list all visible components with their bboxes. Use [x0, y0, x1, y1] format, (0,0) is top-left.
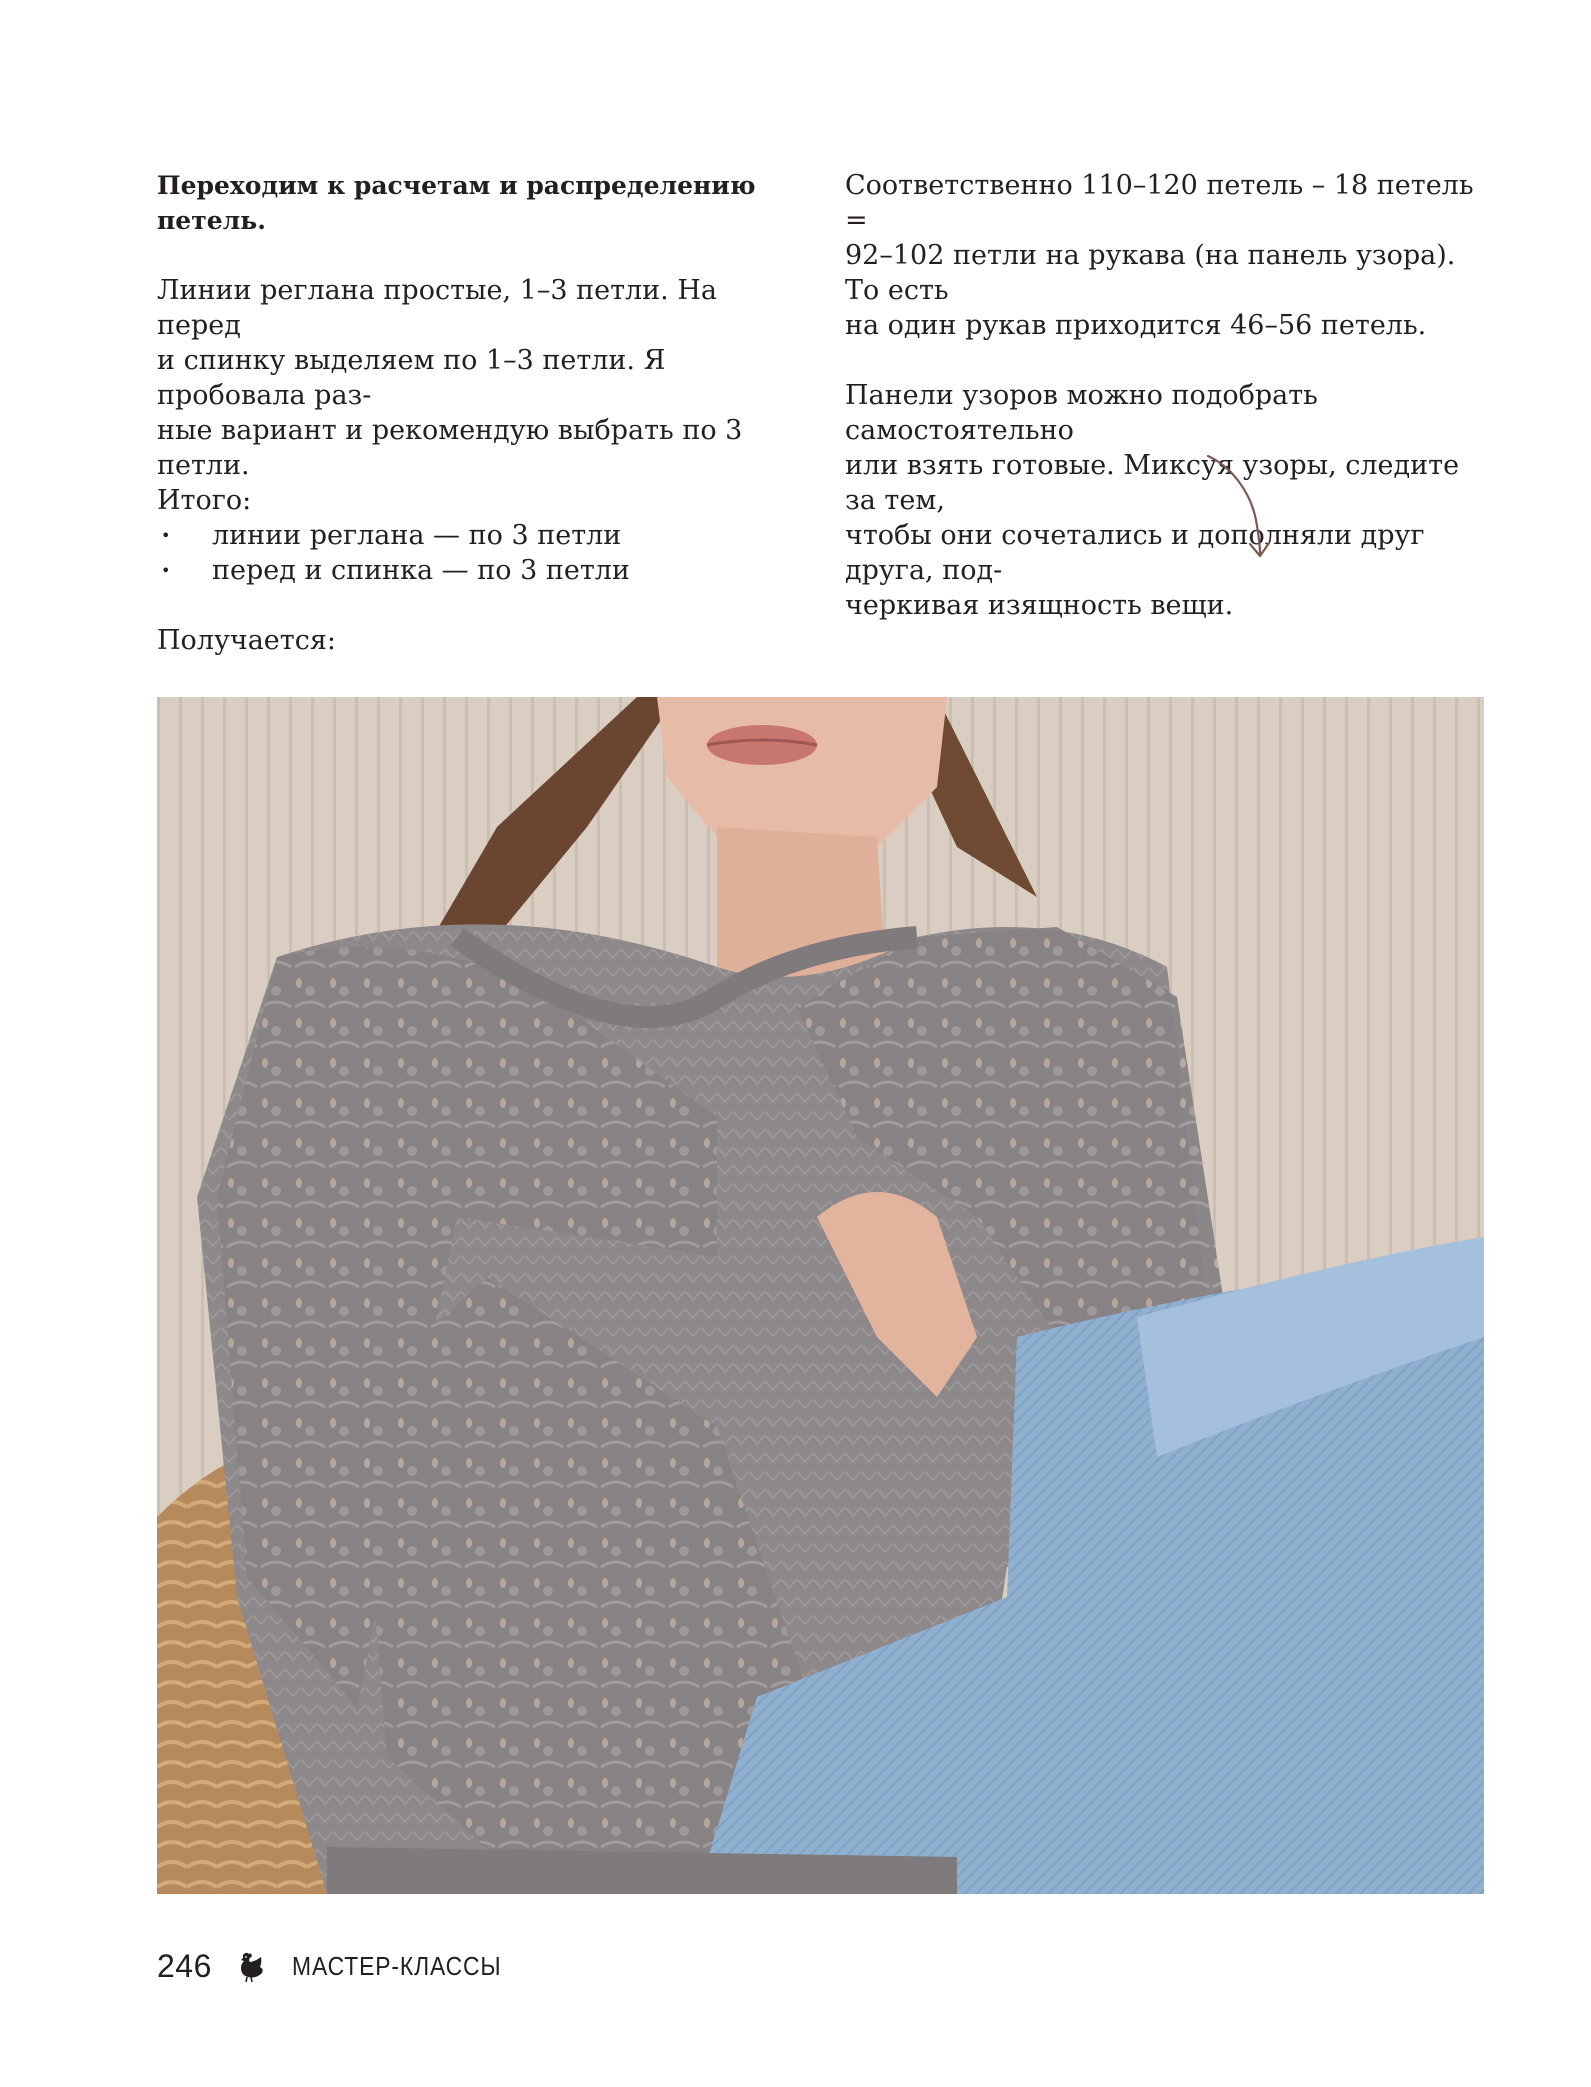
- bullet-item: • перед и спинка — по 3 петли: [157, 553, 807, 588]
- paragraph-line: черкивая изящность вещи.: [845, 590, 1234, 621]
- section-title: МАСТЕР-КЛАССЫ: [291, 1950, 502, 1981]
- bullet-item: • линии реглана — по 3 петли: [157, 518, 807, 553]
- intro-line: Итого:: [157, 485, 252, 516]
- bullet-list: [157, 518, 807, 588]
- intro-line: и спинку выделяем по 1–3 петли. Я пробовала раз-: [157, 345, 666, 411]
- section-heading: Переходим к расчетам и распределению петель.: [157, 171, 756, 235]
- page-number: 246: [157, 1947, 212, 1984]
- right-column: [845, 168, 1495, 623]
- curved-arrow-icon: [1200, 450, 1280, 565]
- intro-line: Линии реглана простые, 1–3 петли. На перед: [157, 275, 717, 341]
- paragraph-line: Соответственно 110–120 петель – 18 петель =: [845, 170, 1474, 236]
- sweater-photo: [157, 697, 1484, 1894]
- paragraph-line: 92–102 петли на рукава (на панель узора). То есть: [845, 240, 1456, 306]
- hen-icon: [234, 1949, 268, 1983]
- paragraph-line: Панели узоров можно подобрать самостоятельно: [845, 380, 1318, 446]
- page-footer: [157, 1946, 530, 1986]
- paragraph-line: или взять готовые. Миксуя узоры, следите за тем,: [845, 450, 1460, 516]
- result-intro: Получается:: [157, 625, 336, 656]
- intro-line: ные вариант и рекомендую выбрать по 3 петли.: [157, 415, 743, 481]
- paragraph-line: на один рукав приходится 46–56 петель.: [845, 310, 1427, 341]
- paragraph-line: чтобы они сочетались и дополняли друг друга, под-: [845, 520, 1425, 586]
